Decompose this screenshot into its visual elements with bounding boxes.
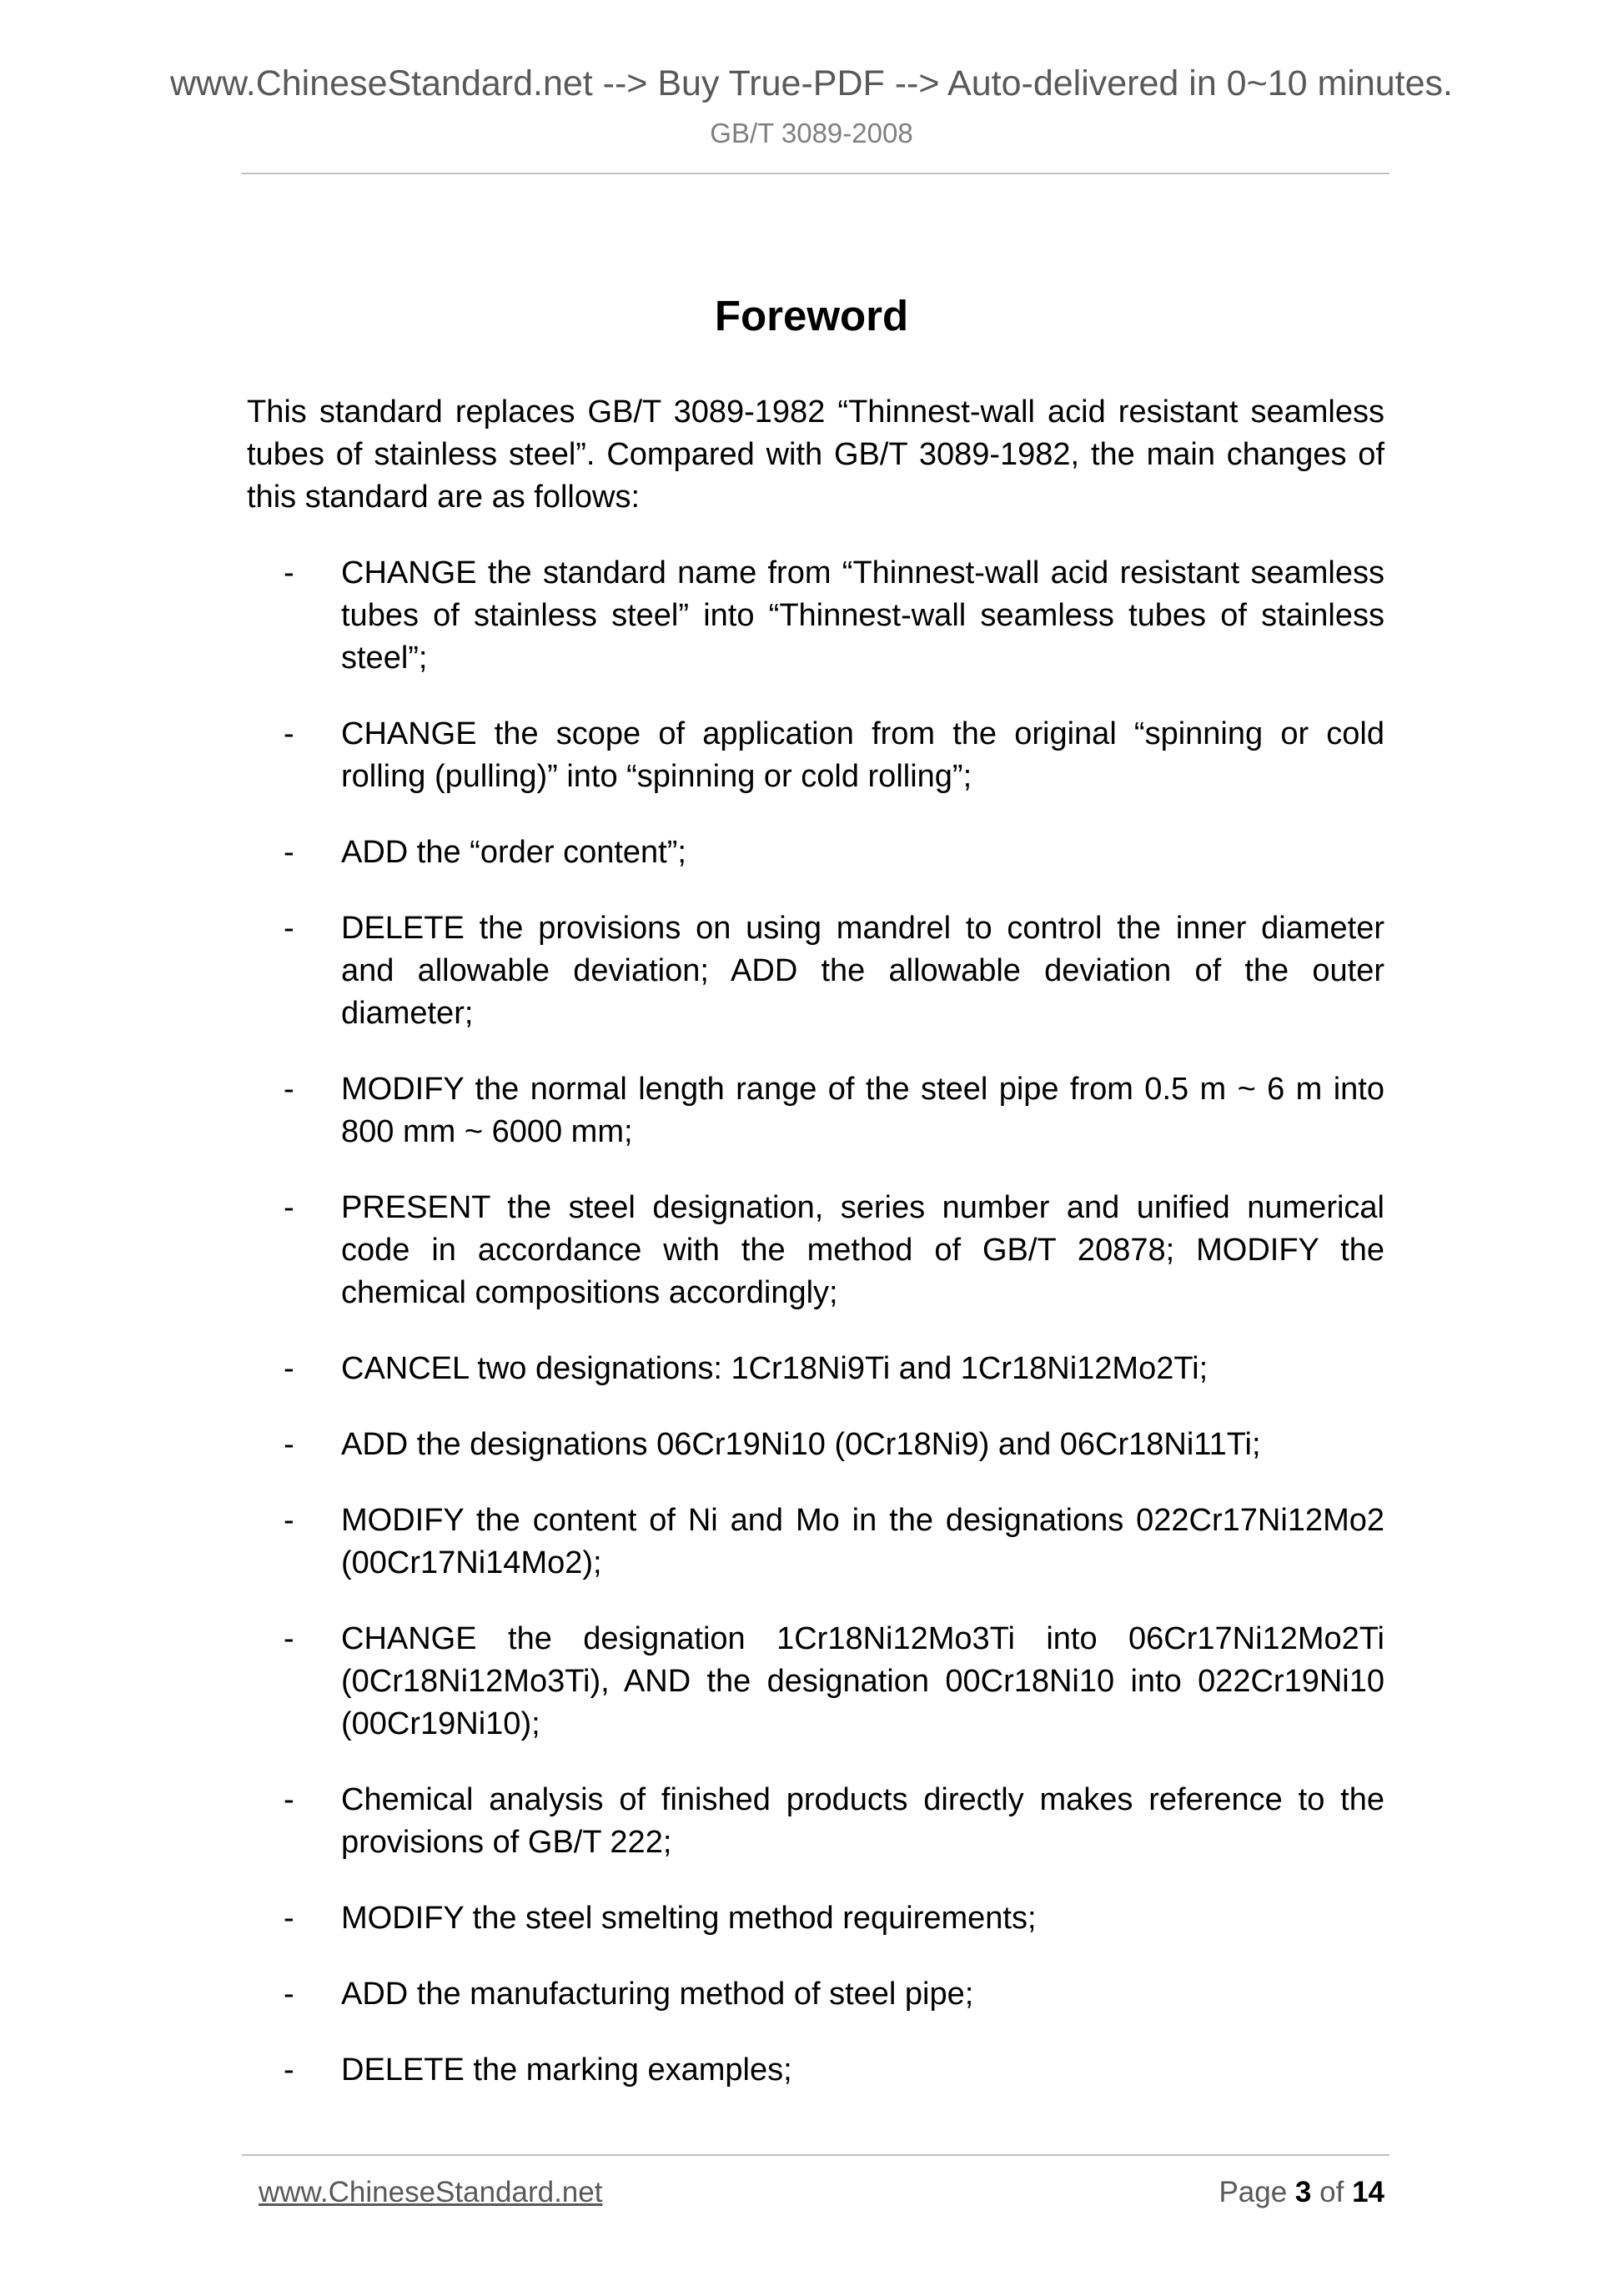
list-item [284, 1068, 1384, 1153]
bullet-dash: - [284, 716, 294, 751]
page-indicator [1219, 2175, 1384, 2210]
list-item-text: ADD the manufacturing method of steel pipe; [341, 1977, 974, 2012]
bullet-dash: - [284, 1782, 294, 1817]
bullet-dash: - [284, 555, 294, 590]
list-item [284, 1424, 1384, 1466]
intro-paragraph: This standard replaces GB/T 3089-1982 “Thinnest-wall acid resistant seamless tubes of stainless steel”. Compared with GB/T 3089-1982, the main changes of this standard are as follows: [247, 394, 1384, 515]
list-item [284, 1348, 1384, 1390]
list-item [284, 1973, 1384, 2016]
bullet-dash: - [284, 1427, 294, 1462]
list-item [284, 1618, 1384, 1746]
bullet-dash: - [284, 2052, 294, 2088]
bullet-dash: - [284, 1977, 294, 2012]
page-title: Foreword [714, 292, 909, 339]
list-item-text: CHANGE the standard name from “Thinnest-wall acid resistant seamless tubes of stainless steel” into “Thinnest-wall seamless tubes of stainless steel”; [341, 555, 1384, 676]
footer-site-link[interactable]: www.ChineseStandard.net [259, 2176, 603, 2208]
list-item-text: DELETE the provisions on using mandrel to control the inner diameter and allowable deviation; ADD the allowable deviation of the outer diameter; [341, 911, 1384, 1031]
list-item [284, 2049, 1384, 2092]
bullet-dash: - [284, 835, 294, 870]
list-item [284, 831, 1384, 874]
list-item-text: CANCEL two designations: 1Cr18Ni9Ti and 1Cr18Ni12Mo2Ti; [341, 1351, 1208, 1386]
bullet-dash: - [284, 1190, 294, 1225]
list-item-text: CHANGE the designation 1Cr18Ni12Mo3Ti into 06Cr17Ni12Mo2Ti (0Cr18Ni12Mo3Ti), AND the designation 00Cr18Ni10 into 022Cr19Ni10 (00Cr19Ni10); [341, 1621, 1384, 1741]
of-word: of [1319, 2176, 1344, 2208]
document-body [247, 391, 1384, 2125]
page-word: Page [1219, 2176, 1288, 2208]
header-banner: www.ChineseStandard.net --> Buy True-PDF --> Auto-delivered in 0~10 minutes. [169, 63, 1453, 103]
list-item [284, 1500, 1384, 1585]
list-item-text: PRESENT the steel designation, series number and unified numerical code in accordance with the method of GB/T 20878; MODIFY the chemical compositions accordingly; [341, 1190, 1384, 1310]
list-item-text: ADD the designations 06Cr19Ni10 (0Cr18Ni9) and 06Cr18Ni11Ti; [341, 1427, 1261, 1462]
bullet-dash: - [284, 911, 294, 946]
list-item-text: MODIFY the normal length range of the steel pipe from 0.5 m ~ 6 m into 800 mm ~ 6000 mm; [341, 1072, 1384, 1149]
list-item-text: MODIFY the content of Ni and Mo in the designations 022Cr17Ni12Mo2 (00Cr17Ni14Mo2); [341, 1503, 1384, 1580]
list-item [284, 1897, 1384, 1940]
header-divider [242, 173, 1389, 174]
list-item-text: MODIFY the steel smelting method requirements; [341, 1901, 1037, 1936]
list-item-text: Chemical analysis of finished products directly makes reference to the provisions of GB/T 222; [341, 1782, 1384, 1860]
bullet-dash: - [284, 1503, 294, 1538]
list-item [284, 1779, 1384, 1864]
list-item [284, 713, 1384, 798]
bullet-dash: - [284, 1351, 294, 1386]
changes-list [247, 552, 1384, 2092]
list-item [284, 1187, 1384, 1314]
page-number: 3 [1294, 2176, 1312, 2208]
bullet-dash: - [284, 1072, 294, 1107]
footer-divider [242, 2154, 1389, 2156]
list-item-text: CHANGE the scope of application from the original “spinning or cold rolling (pulling)” into “spinning or cold rolling”; [341, 716, 1384, 794]
list-item-text: ADD the “order content”; [341, 835, 686, 870]
standard-code: GB/T 3089-2008 [710, 118, 913, 148]
bullet-dash: - [284, 1901, 294, 1936]
list-item [284, 552, 1384, 680]
bullet-dash: - [284, 1621, 294, 1656]
list-item [284, 907, 1384, 1035]
list-item-text: DELETE the marking examples; [341, 2052, 792, 2088]
total-pages: 14 [1352, 2176, 1384, 2208]
